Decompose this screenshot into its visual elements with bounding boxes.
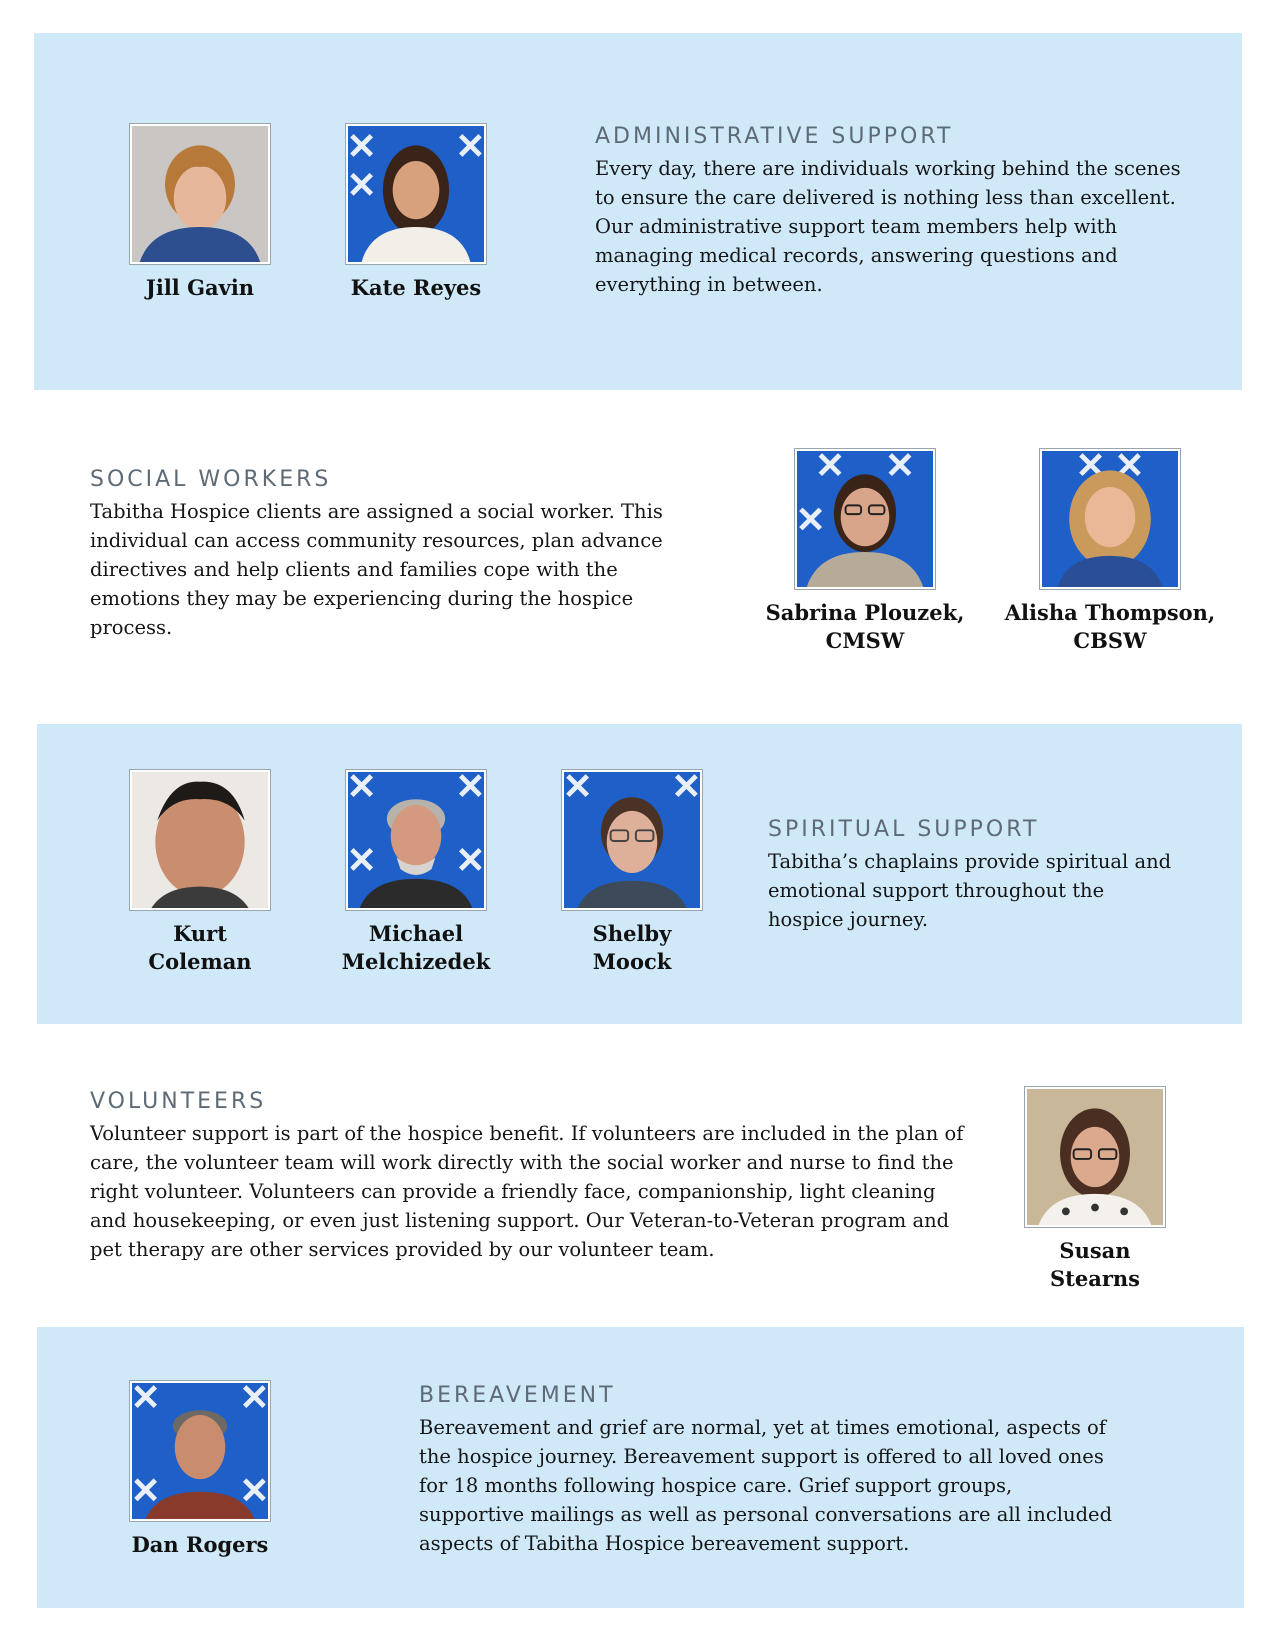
staff-card-alisha-thompson: [1000, 449, 1220, 655]
staff-name: Kate Reyes: [350, 275, 482, 300]
portrait-photo: [795, 449, 935, 589]
volunteers-body: Volunteer support is part of the hospice benefit. If volunteers are included in the plan of care, the volunteer team will work directly with the social worker and nurse to find the right volunteer. Volunteers can provide a friendly face, companionship, light cleaning and housekeeping, or even just listening support. Our Veteran-to-Veteran program and pet therapy are other services provided by our volunteer team.: [90, 1122, 964, 1261]
staff-name: Moock: [592, 949, 672, 974]
staff-credential: CBSW: [1073, 628, 1147, 653]
spiritual-heading: SPIRITUAL SUPPORT: [768, 817, 1040, 842]
portrait-photo: [1025, 1087, 1165, 1227]
staff-name: Michael: [368, 921, 464, 946]
staff-credential: CMSW: [825, 628, 905, 653]
staff-name: Jill Gavin: [145, 275, 255, 300]
portrait-photo: [130, 1381, 270, 1521]
staff-name: Sabrina Plouzek,: [765, 600, 965, 625]
staff-card-dan-rogers: [120, 1381, 280, 1559]
social-heading: SOCIAL WORKERS: [90, 467, 332, 492]
social-body: Tabitha Hospice clients are assigned a social worker. This individual can access community resources, plan advance directives and help clients and families cope with the emotions they may be experiencing during the hospice process.: [90, 500, 663, 639]
staff-name: Kurt: [173, 921, 227, 946]
staff-card-susan-stearns: [1015, 1087, 1175, 1293]
portrait-photo: [346, 770, 486, 910]
portrait-photo: [1040, 449, 1180, 589]
volunteers-heading: VOLUNTEERS: [90, 1089, 267, 1114]
staff-name: Alisha Thompson,: [1004, 600, 1216, 625]
staff-name: Coleman: [148, 949, 252, 974]
portrait-photo: [346, 124, 486, 264]
staff-name: Melchizedek: [341, 949, 491, 974]
staff-card-shelby-moock: [552, 770, 712, 976]
admin-body: Every day, there are individuals working behind the scenes to ensure the care delivered is nothing less than excellent. Our administrative support team members help with managing medical records, answering questions and everything in between.: [595, 157, 1181, 296]
staff-card-sabrina-plouzek: [760, 449, 970, 655]
staff-card-jill-gavin: [120, 124, 280, 302]
bereavement-heading: BEREAVEMENT: [419, 1383, 616, 1408]
admin-heading: ADMINISTRATIVE SUPPORT: [595, 124, 954, 149]
staff-name: Shelby: [592, 921, 672, 946]
staff-card-kurt-coleman: [120, 770, 280, 976]
portrait-photo: [130, 770, 270, 910]
staff-card-michael-melchizedek: [336, 770, 496, 976]
staff-name: Susan Stearns: [1050, 1238, 1140, 1291]
portrait-photo: [562, 770, 702, 910]
portrait-photo: [130, 124, 270, 264]
staff-card-kate-reyes: [336, 124, 496, 302]
spiritual-body: Tabitha’s chaplains provide spiritual and emotional support throughout the hospice journey.: [768, 850, 1172, 931]
staff-name: Dan Rogers: [131, 1532, 269, 1557]
bereavement-body: Bereavement and grief are normal, yet at times emotional, aspects of the hospice journey. Bereavement support is offered to all loved ones for 18 months following hospice care. Grief support groups, supportive mailings as well as personal conversations are all included aspects of Tabitha Hospice bereavement support.: [419, 1416, 1113, 1555]
